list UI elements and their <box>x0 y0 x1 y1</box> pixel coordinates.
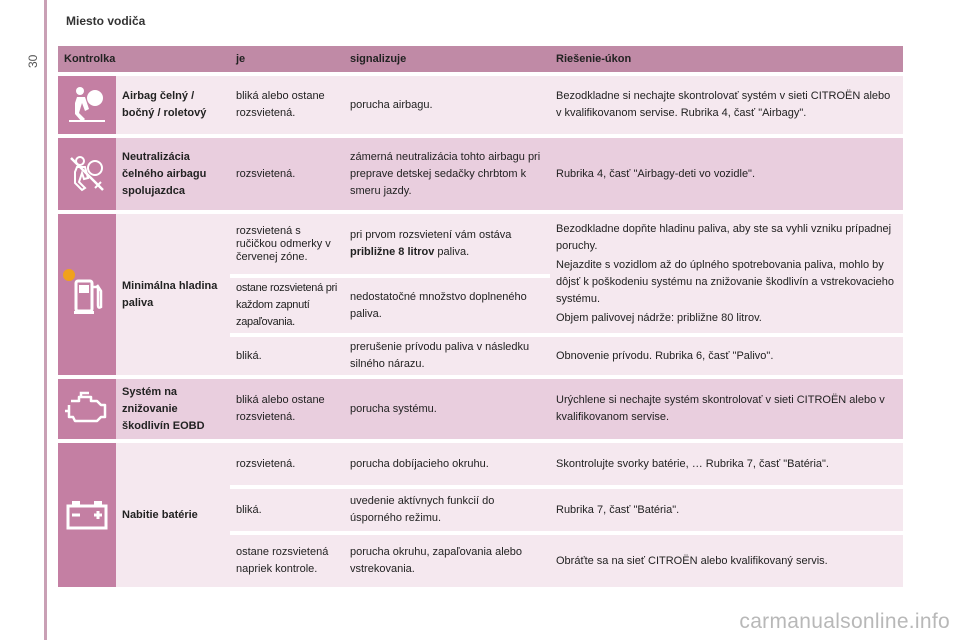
row-signal: porucha airbagu. <box>344 76 550 134</box>
row-battery-1 <box>58 443 903 485</box>
airbag-icon <box>65 83 109 127</box>
row-signal: porucha systému. <box>344 379 550 439</box>
row-eobd <box>58 379 903 439</box>
row-signal: porucha dobíjacieho okruhu. <box>344 443 550 485</box>
row-fuel-1 <box>58 214 903 274</box>
row-state: bliká. <box>230 489 344 531</box>
row-state: bliká. <box>230 337 344 375</box>
fuel-icon-cell <box>58 214 116 375</box>
airbag-off-icon-cell <box>58 138 116 210</box>
row-signal: zámerná neutralizácia tohto airbagu pri preprave detskej sedačky chrbtom k smeru jazdy. <box>344 138 550 210</box>
row-name: Minimálna hladina paliva <box>116 214 230 375</box>
row-action: Bezodkladne si nechajte skontrolovať systém v sieti CITROËN alebo v kvalifikovanom servise. Rubrika 4, časť "Airbagy". <box>550 76 903 134</box>
row-action: Rubrika 4, časť "Airbagy-deti vo vozidle". <box>550 138 903 210</box>
row-name: Nabitie batérie <box>116 443 230 587</box>
row-state: rozsvietená. <box>230 138 344 210</box>
action-paragraph: Bezodkladne dopňte hladinu paliva, aby ste sa vyhli vzniku prípadnej poruchy. <box>556 222 892 252</box>
row-state: ostane rozsvietená napriek kontrole. <box>230 535 344 587</box>
row-action <box>550 214 903 333</box>
airbag-icon-cell <box>58 76 116 134</box>
row-action: Skontrolujte svorky batérie, … Rubrika 7, časť "Batéria". <box>550 443 903 485</box>
row-action: Urýchlene si nechajte systém skontrolovať v sieti CITROËN alebo v kvalifikovanom servise. <box>550 379 903 439</box>
header-je: je <box>230 46 344 72</box>
signal-text: pri prvom rozsvietení vám ostáva <box>350 229 512 241</box>
engine-icon-cell <box>58 379 116 439</box>
row-action: Obráťte sa na sieť CITROËN alebo kvalifikovaný servis. <box>550 535 903 587</box>
row-name: Airbag čelný / bočný / roletový <box>116 76 230 134</box>
engine-icon <box>63 389 111 429</box>
section-title: Miesto vodiča <box>66 14 146 28</box>
row-signal: nedostatočné množstvo doplneného paliva. <box>344 278 550 333</box>
battery-icon-cell <box>58 443 116 587</box>
signal-emphasis: približne 8 litrov <box>350 246 435 258</box>
row-signal: uvedenie aktívnych funkcií do úsporného režimu. <box>344 489 550 531</box>
row-signal <box>344 214 550 274</box>
warning-lights-table <box>58 42 903 591</box>
fuel-pump-icon <box>62 265 112 325</box>
table-header-row <box>58 46 903 72</box>
header-signalizuje: signalizuje <box>344 46 550 72</box>
header-riesenie: Riešenie-úkon <box>550 46 903 72</box>
row-name: Neutralizácia čelného airbagu spolujazdca <box>116 138 230 210</box>
row-name: Systém na znižovanie škodlivín EOBD <box>116 379 230 439</box>
signal-text-end: paliva. <box>434 246 470 258</box>
margin-bar <box>44 0 47 640</box>
action-paragraph: Objem palivovej nádrže: približne 80 litrov. <box>556 311 762 324</box>
row-action: Obnovenie prívodu. Rubrika 6, časť "Palivo". <box>550 337 903 375</box>
battery-icon <box>64 498 110 532</box>
row-airbag <box>58 76 903 134</box>
action-paragraph: Nejazdite s vozidlom až do úplného spotrebovania paliva, mohlo by dôjsť k poškodeniu systému na znižovanie škodlivín a vstrekovacieho systému. <box>556 258 894 305</box>
row-state: rozsvietená s ručičkou odmerky v červenej zóne. <box>230 214 344 274</box>
row-signal: prerušenie prívodu paliva v následku silného nárazu. <box>344 337 550 375</box>
row-action: Rubrika 7, časť "Batéria". <box>550 489 903 531</box>
row-airbag-neutralization <box>58 138 903 210</box>
header-kontrolka: Kontrolka <box>58 46 230 72</box>
row-state: bliká alebo ostane rozsvietená. <box>230 76 344 134</box>
row-state: bliká alebo ostane rozsvietená. <box>230 379 344 439</box>
watermark: carmanualsonline.info <box>739 610 950 633</box>
page-number: 30 <box>26 54 40 68</box>
airbag-off-icon <box>65 152 109 196</box>
row-state: ostane rozsvietená pri každom zapnutí zapaľovania. <box>230 278 344 333</box>
row-signal: porucha okruhu, zapaľovania alebo vstrekovania. <box>344 535 550 587</box>
row-state: rozsvietená. <box>230 443 344 485</box>
